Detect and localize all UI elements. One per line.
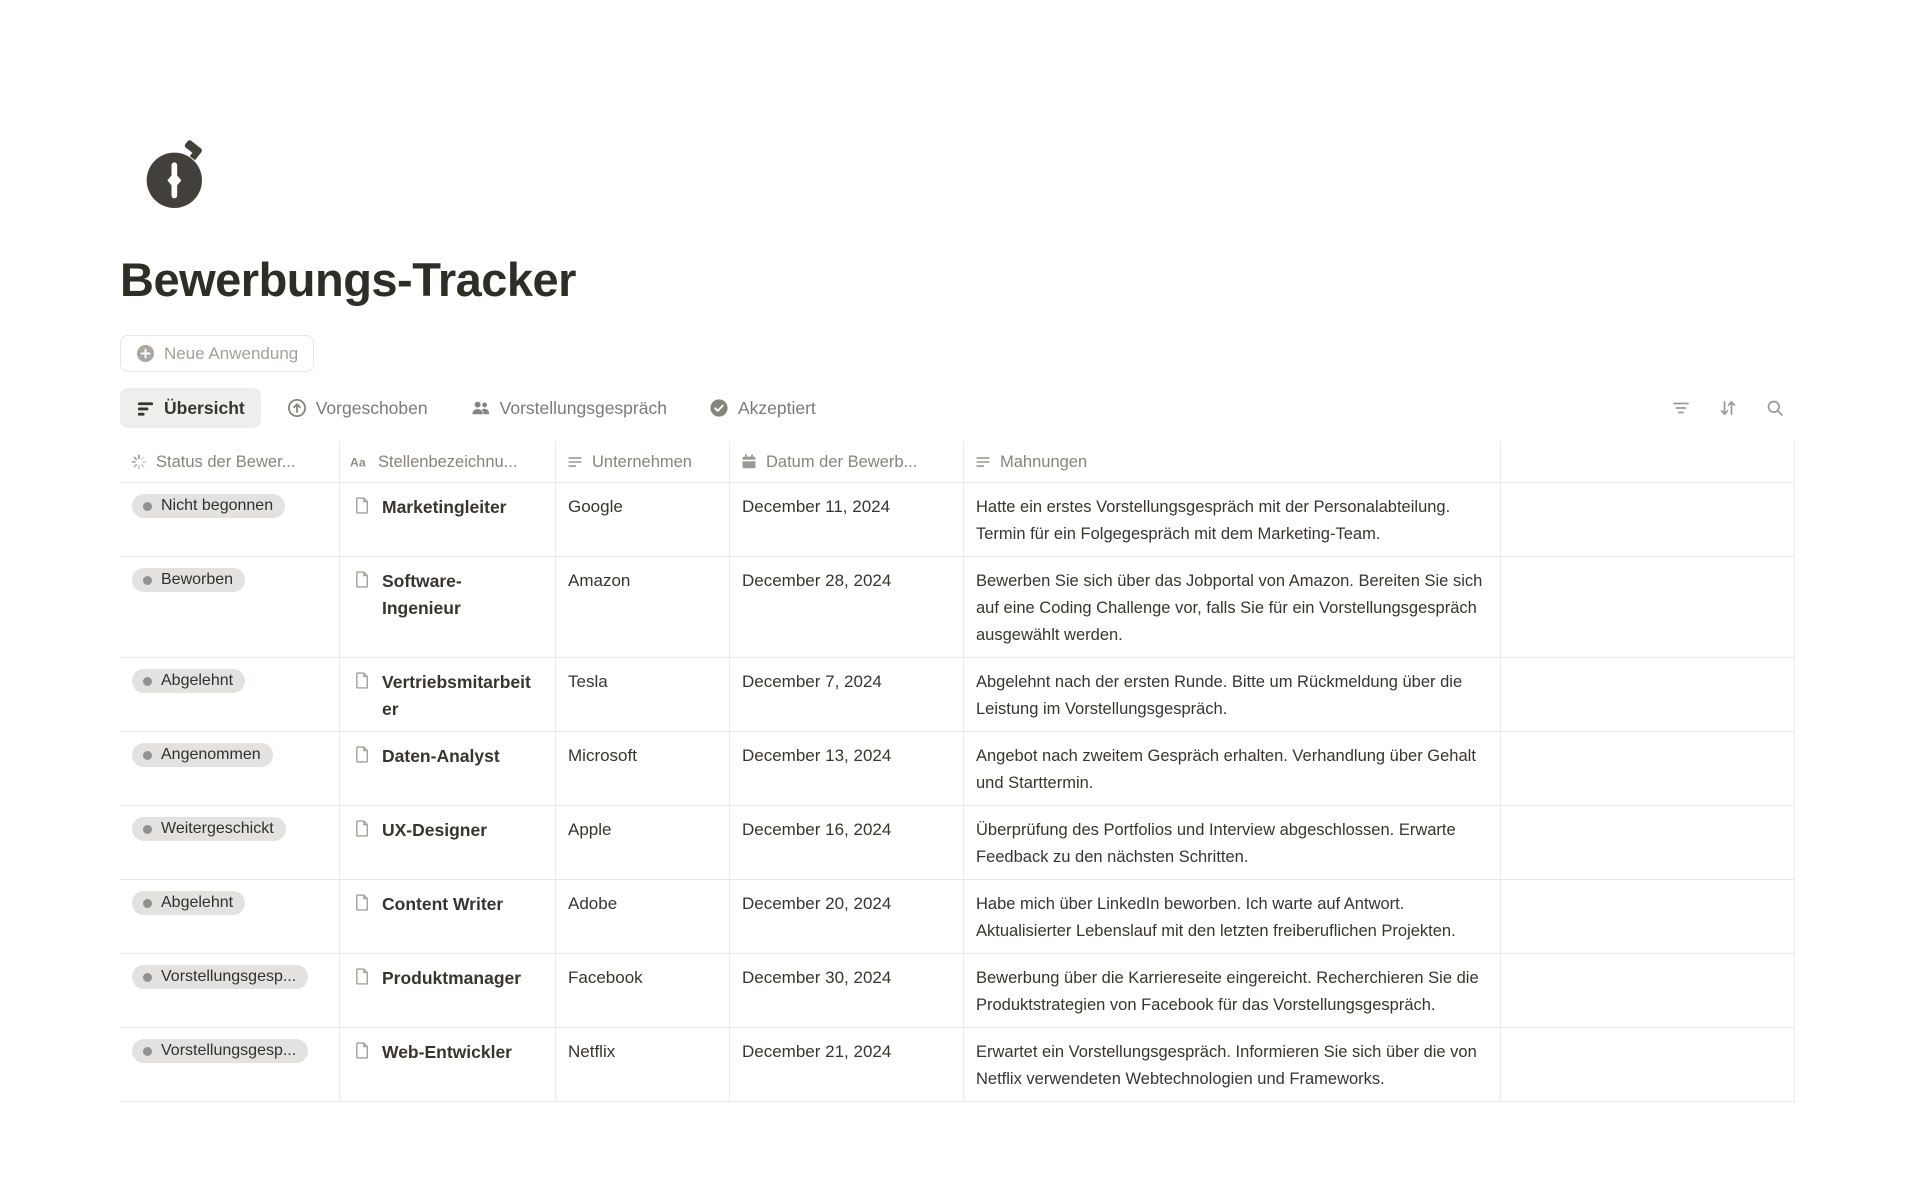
check-circle-icon [709, 398, 729, 418]
page-icon [352, 1040, 373, 1061]
bar-chart-view-icon [136, 399, 155, 418]
empty-cell[interactable] [1501, 1028, 1795, 1101]
title-aa-icon [350, 454, 370, 470]
status-cell[interactable] [120, 954, 340, 1027]
note-cell[interactable]: Bewerbung über die Karriereseite eingereicht. Recherchieren Sie die Produktstrategien von Facebook für das Vorstellungsgespräch. [964, 954, 1501, 1027]
table-row [120, 658, 1795, 732]
job-title-cell[interactable] [340, 954, 556, 1027]
job-title: Vertriebsmitarbeiter [382, 672, 531, 719]
status-badge[interactable]: Angenommen [132, 743, 273, 767]
status-dot-icon [143, 1047, 152, 1056]
status-dot-icon [143, 825, 152, 834]
table-row [120, 732, 1795, 806]
note-cell[interactable]: Erwartet ein Vorstellungsgespräch. Informieren Sie sich über die von Netflix verwendeten Webtechnologien und Frameworks. [964, 1028, 1501, 1101]
status-dot-icon [143, 576, 152, 585]
company-cell[interactable]: Adobe [556, 880, 730, 953]
table-row [120, 806, 1795, 880]
sort-icon[interactable] [1718, 398, 1738, 418]
job-title: Content Writer [382, 894, 504, 914]
status-cell[interactable] [120, 1028, 340, 1101]
job-title: Software-Ingenieur [382, 571, 462, 618]
page-icon [352, 966, 373, 987]
note-cell[interactable]: Abgelehnt nach der ersten Runde. Bitte um Rückmeldung über die Leistung im Vorstellungsgespräch. [964, 658, 1501, 731]
status-cell[interactable] [120, 806, 340, 879]
page-icon [352, 495, 373, 516]
job-title-cell[interactable] [340, 1028, 556, 1101]
status-badge[interactable]: Vorstellungsgesp... [132, 1039, 308, 1063]
status-badge[interactable]: Beworben [132, 568, 245, 592]
new-application-button[interactable] [120, 335, 314, 372]
company-cell[interactable]: Facebook [556, 954, 730, 1027]
column-header-empty [1501, 442, 1795, 482]
date-cell[interactable]: December 11, 2024 [730, 483, 964, 556]
note-cell[interactable]: Angebot nach zweitem Gespräch erhalten. Verhandlung über Gehalt und Starttermin. [964, 732, 1501, 805]
status-dot-icon [143, 899, 152, 908]
empty-cell[interactable] [1501, 732, 1795, 805]
calendar-icon [740, 453, 758, 471]
job-title-cell[interactable] [340, 880, 556, 953]
note-cell[interactable]: Hatte ein erstes Vorstellungsgespräch mit der Personalabteilung. Termin für ein Folgegespräch mit dem Marketing-Team. [964, 483, 1501, 556]
status-badge[interactable]: Weitergeschickt [132, 817, 286, 841]
page-title[interactable]: Bewerbungs-Tracker [120, 253, 576, 306]
job-title: UX-Designer [382, 820, 488, 840]
table-row [120, 1028, 1795, 1102]
column-header-label: Stellenbezeichnu... [378, 452, 518, 471]
circle-up-arrow-icon [287, 398, 307, 418]
page-icon [352, 892, 373, 913]
table-row [120, 954, 1795, 1028]
column-header-label: Status der Bewer... [156, 452, 296, 471]
company-cell[interactable]: Tesla [556, 658, 730, 731]
filter-icon[interactable] [1671, 398, 1691, 418]
job-title: Web-Entwickler [382, 1042, 512, 1062]
tab-label: Übersicht [164, 397, 245, 418]
view-bar [120, 388, 1795, 428]
empty-cell[interactable] [1501, 806, 1795, 879]
status-dot-icon [143, 751, 152, 760]
table-header-row [120, 442, 1795, 483]
view-toolbar [1671, 398, 1795, 418]
page-icon [352, 670, 373, 691]
date-cell[interactable]: December 20, 2024 [730, 880, 964, 953]
note-cell[interactable]: Überprüfung des Portfolios und Interview abgeschlossen. Erwarte Feedback zu den nächsten Schritten. [964, 806, 1501, 879]
column-header-date[interactable] [730, 442, 964, 482]
tab-uebersicht[interactable] [120, 388, 261, 428]
table-row [120, 557, 1795, 658]
note-cell[interactable]: Bewerben Sie sich über das Jobportal von Amazon. Bereiten Sie sich auf eine Coding Challenge vor, falls Sie für ein Vorstellungsgespräch ausgewählt werden. [964, 557, 1501, 657]
tab-vorstellungsgespraech[interactable] [454, 388, 683, 428]
job-title: Daten-Analyst [382, 746, 500, 766]
status-cell[interactable] [120, 880, 340, 953]
people-icon [470, 398, 491, 418]
tab-akzeptiert[interactable] [693, 388, 832, 428]
applications-table [120, 442, 1795, 1102]
status-badge[interactable]: Nicht begonnen [132, 494, 285, 518]
empty-cell[interactable] [1501, 880, 1795, 953]
note-cell[interactable]: Habe mich über LinkedIn beworben. Ich warte auf Antwort. Aktualisierter Lebenslauf mit den letzten freiberuflichen Projekten. [964, 880, 1501, 953]
view-tabs [120, 388, 832, 428]
tab-label: Vorgeschoben [315, 397, 428, 418]
date-cell[interactable]: December 28, 2024 [730, 557, 964, 657]
column-header-title[interactable] [340, 442, 556, 482]
status-dot-icon [143, 502, 152, 511]
date-cell[interactable]: December 16, 2024 [730, 806, 964, 879]
tab-label: Akzeptiert [737, 397, 816, 418]
job-title-cell[interactable] [340, 557, 556, 657]
text-lines-icon [566, 453, 584, 471]
stopwatch-icon[interactable] [136, 135, 216, 215]
job-title-cell[interactable] [340, 806, 556, 879]
company-cell[interactable]: Apple [556, 806, 730, 879]
page-icon [352, 744, 373, 765]
search-icon[interactable] [1765, 398, 1785, 418]
column-header-status[interactable] [120, 442, 340, 482]
job-title-cell[interactable] [340, 483, 556, 556]
date-cell[interactable]: December 21, 2024 [730, 1028, 964, 1101]
column-header-label: Datum der Bewerb... [766, 452, 918, 471]
column-header-company[interactable] [556, 442, 730, 482]
status-badge[interactable]: Abgelehnt [132, 669, 245, 693]
column-header-label: Mahnungen [1000, 452, 1088, 471]
page-icon [352, 818, 373, 839]
empty-cell[interactable] [1501, 483, 1795, 556]
new-application-label: Neue Anwendung [164, 343, 299, 363]
status-cell[interactable] [120, 658, 340, 731]
status-spinner-icon [130, 453, 148, 471]
page-icon [352, 569, 373, 590]
status-badge[interactable]: Vorstellungsgesp... [132, 965, 308, 989]
empty-cell[interactable] [1501, 954, 1795, 1027]
company-cell[interactable]: Microsoft [556, 732, 730, 805]
job-title-cell[interactable] [340, 732, 556, 805]
date-cell[interactable]: December 7, 2024 [730, 658, 964, 731]
empty-cell[interactable] [1501, 658, 1795, 731]
status-cell[interactable] [120, 732, 340, 805]
company-cell[interactable]: Amazon [556, 557, 730, 657]
date-cell[interactable]: December 13, 2024 [730, 732, 964, 805]
status-dot-icon [143, 677, 152, 686]
tab-label: Vorstellungsgespräch [499, 397, 667, 418]
table-row [120, 880, 1795, 954]
job-title: Produktmanager [382, 968, 522, 988]
text-lines-icon [974, 453, 992, 471]
status-dot-icon [143, 973, 152, 982]
job-title: Marketingleiter [382, 497, 507, 517]
status-badge[interactable]: Abgelehnt [132, 891, 245, 915]
table-row [120, 483, 1795, 557]
status-cell[interactable] [120, 557, 340, 657]
tab-vorgeschoben[interactable] [271, 388, 444, 428]
empty-cell[interactable] [1501, 557, 1795, 657]
status-cell[interactable] [120, 483, 340, 556]
job-title-cell[interactable] [340, 658, 556, 731]
plus-circle-icon [136, 344, 155, 363]
column-header-label: Unternehmen [592, 452, 692, 471]
svg-text:Aa: Aa [350, 455, 366, 470]
column-header-reminders[interactable] [964, 442, 1501, 482]
date-cell[interactable]: December 30, 2024 [730, 954, 964, 1027]
company-cell[interactable]: Google [556, 483, 730, 556]
company-cell[interactable]: Netflix [556, 1028, 730, 1101]
